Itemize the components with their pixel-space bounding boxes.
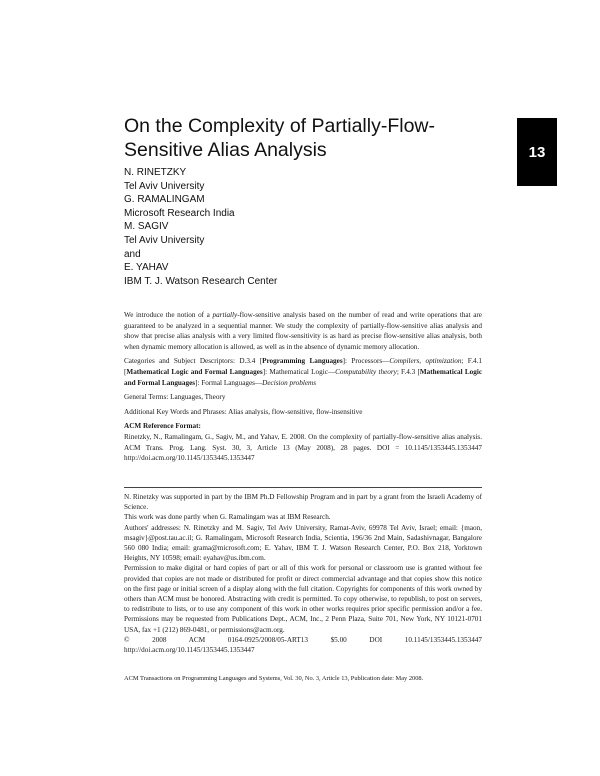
author-name: G. RAMALINGAM xyxy=(124,194,205,206)
keywords: Additional Key Words and Phrases: Alias analysis, flow-sensitive, flow-insensitive xyxy=(124,407,363,416)
footnote-affiliation-note: This work was done partly when G. Ramalingam was at IBM Research. xyxy=(124,513,331,522)
acm-reference-heading xyxy=(124,421,482,432)
journal-footer: ACM Transactions on Programming Languages and Systems, Vol. 30, No. 3, Article 13, Publication date: May 2008. xyxy=(124,675,424,682)
general-terms: General Terms: Languages, Theory xyxy=(124,393,226,402)
author-conjunction: and xyxy=(124,248,141,260)
acm-reference-heading-text: ACM Reference Format: xyxy=(124,422,201,431)
categories-descriptors xyxy=(124,356,482,388)
category-italic: Compilers, optimization xyxy=(389,357,462,366)
footnote-divider xyxy=(124,487,482,488)
author-affiliation: Tel Aviv University xyxy=(124,234,205,246)
category-italic: Computability theory xyxy=(335,367,397,376)
abstract-text xyxy=(124,310,482,352)
category-bold: Mathematical Logic and Formal Languages xyxy=(126,367,263,376)
abstract-text-part: We introduce the notion of a xyxy=(124,311,213,319)
author-name: E. YAHAV xyxy=(124,262,169,274)
paper-title: On the Complexity of Partially-Flow-Sensitive Alias Analysis xyxy=(124,115,436,161)
abstract-text-part: -flow-sensitive analysis based on the number of read and write operations that are guaranteed to be analyzed in a sequential manner. We study the complexity of partially-flow-sensitive alias analysis and show that precise alias analysis with a very limited flow-sensitivity is as hard as precise flow-sensitive alias analysis, both when dynamic memory allocation is allowed, as well as in the absence of dynamic memory allocation. xyxy=(124,311,482,351)
author-affiliation: IBM T. J. Watson Research Center xyxy=(124,275,278,287)
author-list xyxy=(124,166,504,288)
categories-text: ]: Formal Languages— xyxy=(195,378,263,387)
abstract-section xyxy=(124,310,482,468)
footnote-copyright: © 2008 ACM 0164-0925/2008/05-ART13 $5.00 DOI 10.1145/1353445.1353447 http://doi.acm.org/10.1145/1353445.1353447 xyxy=(124,635,482,655)
author-affiliation: Tel Aviv University xyxy=(124,180,205,192)
categories-text: ]: Mathematical Logic— xyxy=(262,367,336,376)
acm-reference-text: Rinetzky, N., Ramalingam, G., Sagiv, M., and Yahav, E. 2008. On the complexity of partially-flow-sensitive alias analysis. ACM Trans. Prog. Lang. Syst. 30, 3, Article 13 (May 2008), 28 pages. DOI = 10.1145/1353445.1353447 http://doi.acm.org/10.1145/1353445.1353447 xyxy=(124,432,482,463)
author-name: N. RINETZKY xyxy=(124,167,187,178)
footnotes-section xyxy=(124,492,482,655)
categories-text: Categories and Subject Descriptors: D.3.4 [ xyxy=(124,357,263,366)
footnote-funding: N. Rinetzky was supported in part by the IBM Ph.D Fellowship Program and in part by a grant from the Israeli Academy of Science. xyxy=(124,493,482,512)
categories-text: ; F.4.1 [ xyxy=(124,357,483,376)
abstract-emphasis: partially xyxy=(212,311,238,319)
section-number: 13 xyxy=(528,143,546,161)
category-italic: Decision problems xyxy=(262,378,317,387)
footnote-permissions: Permission to make digital or hard copies of part or all of this work for personal or classroom use is granted without fee provided that copies are not made or distributed for profit or direct commercial advantage and that copies show this notice on the first page or initial screen of a display along with the full citation. Copyrights for components of this work owned by others than ACM must be honored. Abstracting with credit is permitted. To copy otherwise, to republish, to post on servers, to redistribute to lists, or to use any component of this work in other works requires prior specific permission and/or a fee. Permissions may be requested from Publications Dept., ACM, Inc., 2 Penn Plaza, Suite 701, New York, NY 10121-0701 USA, fax +1 (212) 869-0481, or permissions@acm.org. xyxy=(124,564,482,634)
author-affiliation: Microsoft Research India xyxy=(124,207,235,219)
category-bold: Mathematical Logic and Formal Languages xyxy=(124,367,483,387)
category-bold: Programming Languages xyxy=(262,357,343,366)
footnote-addresses: Authors' addresses: N. Rinetzky and M. Sagiv, Tel Aviv University, Ramat-Aviv, 69978 Tel Aviv, Israel; email: {maon, msagiv}@post.tau.ac.il; G. Ramalingam, Microsoft Research India, Scientia, 196/36 2nd Main, Sadashivnagar, Bangalore 560 080 India; email: grama@microsoft.com; E. Yahav, IBM T. J. Watson Research Center, P.O. Box 218, Yorktown Heights, NY 10598; email: eyahav@us.ibm.com. xyxy=(124,523,482,563)
categories-text: ; F.4.3 [ xyxy=(396,367,420,376)
author-name: M. SAGIV xyxy=(124,221,169,233)
categories-text: ]: Processors— xyxy=(342,357,390,366)
section-number-tab xyxy=(517,118,557,186)
